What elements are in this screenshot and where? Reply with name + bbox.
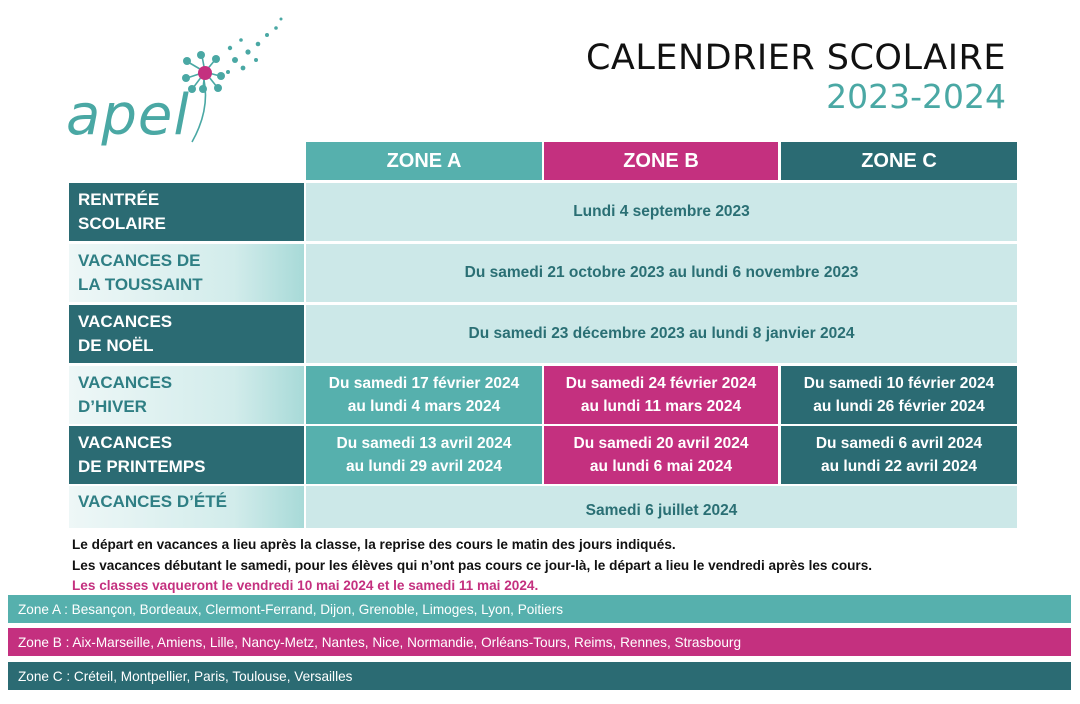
row-label-line: DE NOËL <box>78 336 154 355</box>
row-ete <box>69 486 1017 528</box>
row-label-line: LA TOUSSAINT <box>78 275 203 294</box>
date-line: Du samedi 24 février 2024 <box>565 375 757 392</box>
notes <box>72 535 872 597</box>
date-zone-c <box>781 426 1017 484</box>
date-line: Du samedi 20 avril 2024 <box>573 435 749 452</box>
zone-b-list: Zone B : Aix-Marseille, Amiens, Lille, Nancy-Metz, Nantes, Nice, Normandie, Orléans-Tours, Reims, Rennes, Strasbourg <box>8 628 1071 656</box>
page-title <box>586 38 1006 116</box>
title-year: 2023-2024 <box>826 77 1006 117</box>
date-zone-c <box>781 366 1017 424</box>
row-label-line: VACANCES D’ÉTÉ <box>78 492 227 511</box>
row-label <box>69 183 304 241</box>
date-line: au lundi 4 mars 2024 <box>347 398 501 415</box>
apel-logo-text: apel <box>66 83 190 148</box>
date-line: Du samedi 13 avril 2024 <box>336 435 512 452</box>
date-zone-b <box>544 426 778 484</box>
row-label-line: VACANCES DE <box>78 251 201 270</box>
row-label <box>69 366 304 424</box>
row-rentree <box>69 183 1017 241</box>
row-label <box>69 244 304 302</box>
row-label <box>69 305 304 363</box>
zone-b-header: ZONE B <box>544 142 778 180</box>
row-label-line: VACANCES <box>78 433 173 452</box>
date-line: au lundi 22 avril 2024 <box>821 458 977 475</box>
row-printemps <box>69 426 1017 484</box>
row-label-line: VACANCES <box>78 312 173 331</box>
row-label <box>69 486 304 528</box>
row-label-line: RENTRÉE <box>78 190 160 209</box>
date-zone-a <box>306 366 542 424</box>
date-all-zones: Du samedi 23 décembre 2023 au lundi 8 janvier 2024 <box>306 305 1017 363</box>
date-line: au lundi 11 mars 2024 <box>580 398 742 415</box>
zone-c-list: Zone C : Créteil, Montpellier, Paris, Toulouse, Versailles <box>8 662 1071 690</box>
date-all-zones: Samedi 6 juillet 2024 <box>306 486 1017 528</box>
date-line: Du samedi 6 avril 2024 <box>815 435 983 452</box>
date-line: Du samedi 10 février 2024 <box>803 375 995 392</box>
date-zone-a <box>306 426 542 484</box>
row-noel <box>69 305 1017 363</box>
date-all-zones: Lundi 4 septembre 2023 <box>306 183 1017 241</box>
row-toussaint <box>69 244 1017 302</box>
date-line: Du samedi 17 février 2024 <box>328 375 520 392</box>
row-label-line: SCOLAIRE <box>78 214 166 233</box>
zone-a-header: ZONE A <box>306 142 542 180</box>
row-label-line: DE PRINTEMPS <box>78 457 206 476</box>
row-label-line: VACANCES <box>78 373 173 392</box>
date-all-zones: Du samedi 21 octobre 2023 au lundi 6 novembre 2023 <box>306 244 1017 302</box>
note-line: Le départ en vacances a lieu après la classe, la reprise des cours le matin des jours indiqués. <box>72 537 676 552</box>
date-line: au lundi 29 avril 2024 <box>346 458 502 475</box>
note-line-highlight: Les classes vaqueront le vendredi 10 mai 2024 et le samedi 11 mai 2024. <box>72 578 539 593</box>
row-hiver <box>69 366 1017 424</box>
date-zone-b <box>544 366 778 424</box>
row-label-line: D’HIVER <box>78 397 147 416</box>
zone-a-list: Zone A : Besançon, Bordeaux, Clermont-Ferrand, Dijon, Grenoble, Limoges, Lyon, Poitiers <box>8 595 1071 623</box>
date-line: au lundi 26 février 2024 <box>813 398 985 415</box>
zone-c-header: ZONE C <box>781 142 1017 180</box>
date-line: au lundi 6 mai 2024 <box>589 458 733 475</box>
note-line: Les vacances débutant le samedi, pour les élèves qui n’ont pas cours ce jour-là, le départ a lieu le vendredi après les cours. <box>72 557 873 573</box>
row-label <box>69 426 304 484</box>
title-main: CALENDRIER SCOLAIRE <box>585 38 1006 78</box>
